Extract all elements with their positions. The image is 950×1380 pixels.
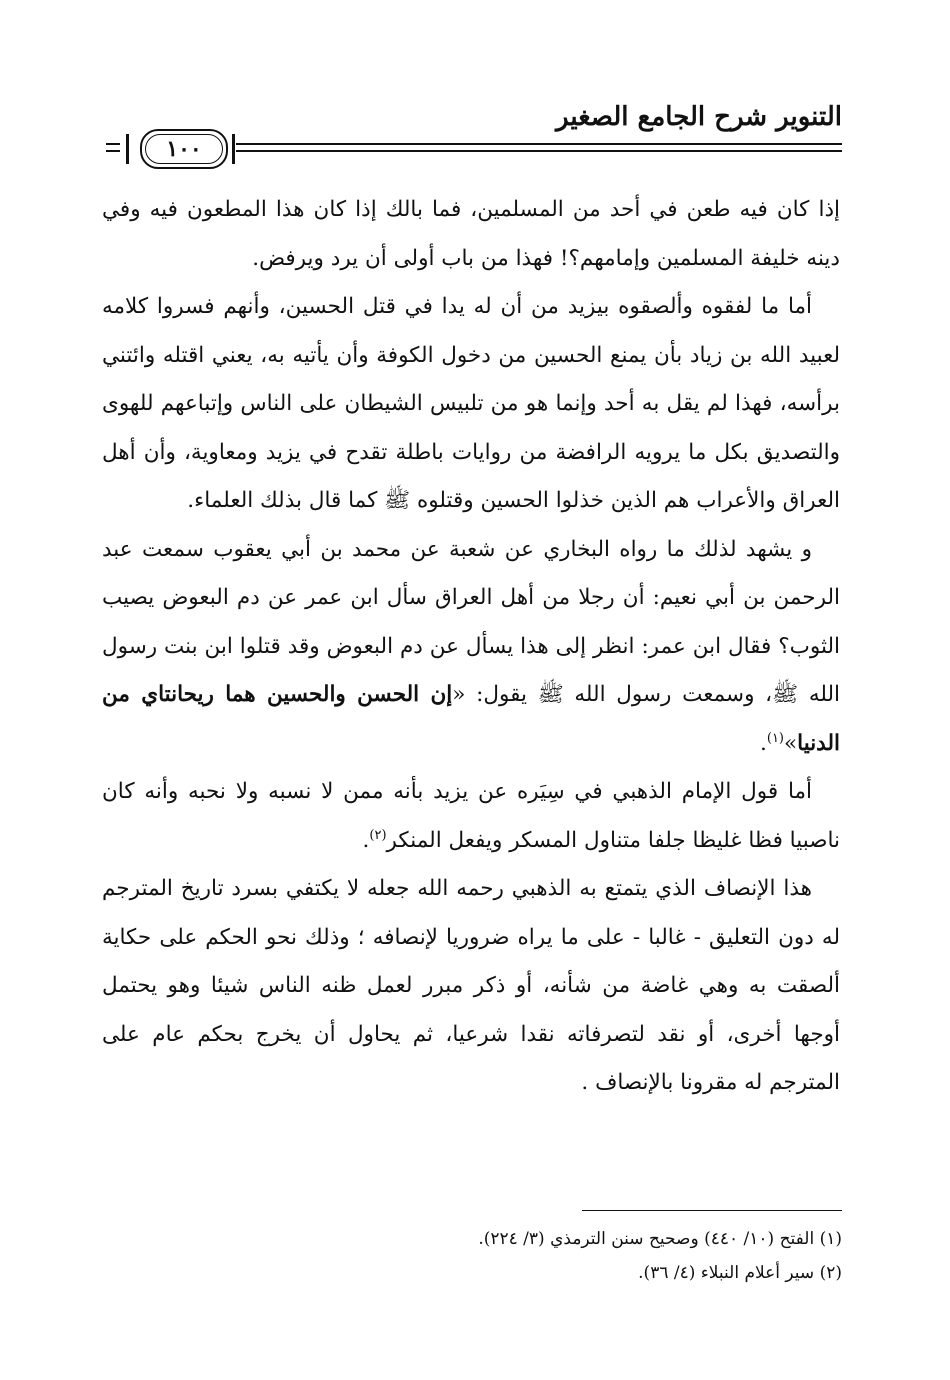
main-text (102, 186, 840, 1108)
header-dash-bottom (106, 150, 120, 152)
paragraph-4-end: . (362, 827, 370, 853)
footnote-2: (٢) سير أعلام النبلاء (٤/ ٣٦). (638, 1263, 842, 1283)
paragraph-3-end: . (760, 730, 767, 756)
header-rule-bottom (236, 150, 842, 152)
paragraph-3-close: » (784, 730, 798, 756)
footnote-1: (١) الفتح (١٠/ ٤٤٠) وصحيح سنن الترمذي (٣/ ٢٢٤). (478, 1229, 842, 1249)
header-dash-top (106, 143, 120, 145)
footnote-ref-2: (٢) (369, 827, 387, 843)
header-ornament-left (126, 134, 129, 164)
footnotes (104, 1222, 842, 1290)
paragraph-3 (102, 526, 840, 769)
footnote-separator (582, 1210, 842, 1211)
page-number (140, 129, 228, 169)
header-rule-top (236, 143, 842, 145)
paragraph-1: إذا كان فيه طعن في أحد من المسلمين، فما بالك إذا كان هذا المطعون فيه وفي دينه خليفة المسلمين وإمامهم؟! فهذا من باب أولى أن يرد ويرفض. (102, 197, 840, 271)
paragraph-5: هذا الإنصاف الذي يتمتع به الذهبي رحمه الله جعله لا يكتفي بسرد تاريخ المترجم له دون التعليق - غالبا - على ما يراه ضروريا لإنصافه ؛ وذلك نحو الحكم على حكاية ألصقت به وهي غاضة من شأنه، أو ذكر مبرر لعمل ظنه الناس شيئا وهو يحتمل أوجها أخرى، أو نقد لتصرفاته نقدا شرعيا، ثم يحاول أن يخرج بحكم عام على المترجم له مقرونا بالإنصاف . (102, 876, 840, 1095)
paragraph-4 (102, 768, 840, 865)
paragraph-4-text: أما قول الإمام الذهبي في سِيَره عن يزيد بأنه ممن لا نسبه ولا نحبه وأنه كان ناصبيا فظا غليظا جلفا متناول المسكر ويفعل المنكر (102, 779, 840, 853)
page-number-text: ١٠٠ (166, 136, 202, 162)
book-title: التنوير شرح الجامع الصغير (556, 102, 842, 132)
footnote-ref-1: (١) (766, 730, 784, 746)
paragraph-2: أما ما لفقوه وألصقوه بيزيد من أن له يدا في قتل الحسين، وأنهم فسروا كلامه لعبيد الله بن زياد بأن يمنع الحسين من دخول الكوفة وأن يأتيه به، يعني اقتله وائتني برأسه، فهذا لم يقل به أحد وإنما هو من تلبيس الشيطان على الناس وإتباعهم للهوى والتصديق بكل ما يرويه الرافضة من روايات باطلة تقدح في يزيد ومعاوية، وأن أهل العراق والأعراب هم الذين خذلوا الحسين وقتلوه ﷺ كما قال بذلك العلماء. (102, 294, 840, 513)
hadith-quote: إن الحسن والحسين هما ريحانتاي من الدنيا (102, 682, 840, 756)
paragraph-3-lead: و يشهد لذلك ما رواه البخاري عن شعبة عن محمد بن أبي يعقوب سمعت عبد الرحمن بن أبي نعيم: أن رجلا من أهل العراق سأل ابن عمر عن دم البعوض يصيب الثوب؟ فقال ابن عمر: انظر إلى هذا يسأل عن دم البعوض وقد قتلوا ابن بنت رسول الله ﷺ، وسمعت رسول الله ﷺ يقول: « (102, 536, 840, 707)
header-ornament-right (232, 134, 235, 164)
